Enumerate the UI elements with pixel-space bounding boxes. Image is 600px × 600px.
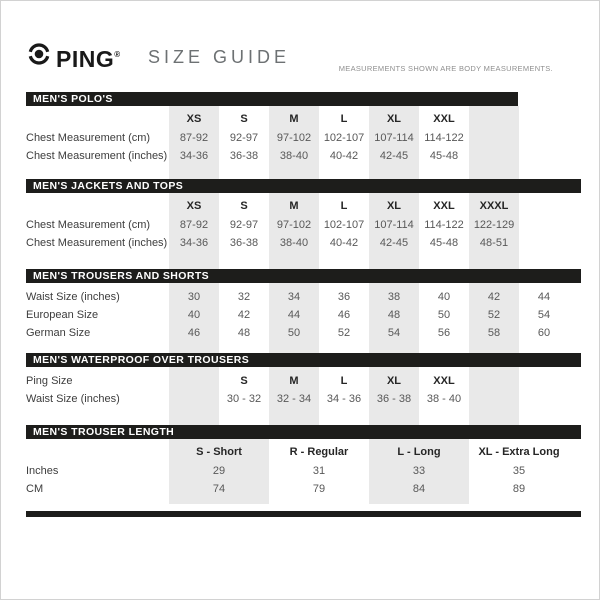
size-cell: XS: [186, 200, 202, 212]
size-cell: XL: [386, 113, 402, 125]
size-cell: M: [289, 200, 299, 212]
row-label: German Size: [26, 327, 91, 339]
table-row: [26, 462, 569, 480]
row-cells: [169, 132, 469, 144]
size-header-row: [26, 109, 469, 129]
size-cell: 107-114: [374, 132, 414, 144]
size-cell: 46: [187, 327, 201, 339]
row-label: European Size: [26, 309, 99, 321]
size-cell: L - Long: [397, 446, 441, 458]
size-table-jackets: [26, 196, 519, 252]
size-cell: 36 - 38: [376, 393, 412, 405]
row-label: CM: [26, 483, 44, 495]
row-label: Inches: [26, 465, 59, 477]
table-row: [26, 288, 569, 306]
table-row: [26, 324, 569, 342]
size-cell: XXXL: [479, 200, 509, 212]
size-cell: 114-122: [424, 132, 464, 144]
size-cell: 44: [287, 309, 301, 321]
size-table-polos: [26, 109, 469, 165]
size-cell: 31: [312, 465, 326, 477]
table-row: [26, 216, 519, 234]
size-cell: 32 - 34: [276, 393, 312, 405]
row-label: Waist Size (inches): [26, 393, 120, 405]
size-cell: 87-92: [179, 132, 209, 144]
size-cell: 58: [487, 327, 501, 339]
size-cell: [169, 393, 219, 405]
row-cells: [169, 291, 569, 303]
size-cell: 107-114: [374, 219, 414, 231]
size-cell: 48-51: [479, 237, 509, 249]
size-cell: R - Regular: [289, 446, 349, 458]
table-row: [26, 372, 469, 390]
size-cell: L: [340, 375, 348, 387]
size-header-row: [26, 442, 569, 462]
size-cell: 52: [337, 327, 351, 339]
size-cell: S: [240, 200, 248, 212]
size-cell: 45-48: [429, 150, 459, 162]
footer-rule: [26, 511, 581, 517]
section-header-polos: MEN'S POLO'S: [26, 92, 518, 106]
size-cell: 89: [512, 483, 526, 495]
size-cell: S: [240, 375, 248, 387]
size-cell: M: [289, 113, 299, 125]
size-cell: 35: [512, 465, 526, 477]
size-cell: 50: [287, 327, 301, 339]
size-cell: 84: [412, 483, 426, 495]
size-cell: 60: [537, 327, 551, 339]
size-cell: 32: [237, 291, 251, 303]
size-cell: 40: [187, 309, 201, 321]
row-label: Chest Measurement (cm): [26, 132, 151, 144]
size-cell: L: [340, 200, 348, 212]
size-cell: 42-45: [379, 237, 409, 249]
column-stripe: [469, 367, 519, 425]
size-cell: 122-129: [473, 219, 515, 231]
size-cell: 42: [237, 309, 251, 321]
size-cell: XXL: [433, 200, 455, 212]
table-row: [26, 390, 469, 408]
size-cell: M: [289, 375, 299, 387]
size-cell: 52: [487, 309, 501, 321]
section-header-jackets: MEN'S JACKETS AND TOPS: [26, 179, 581, 193]
size-cell: 79: [312, 483, 326, 495]
ping-target-icon: [27, 42, 51, 66]
size-cell: 29: [212, 465, 226, 477]
size-cell: 56: [437, 327, 451, 339]
row-label: Ping Size: [26, 375, 73, 387]
brand-name: [56, 43, 120, 71]
size-cell: 30: [187, 291, 201, 303]
size-cell: 38 - 40: [426, 393, 462, 405]
size-cell: L: [340, 113, 348, 125]
row-label: Waist Size (inches): [26, 291, 120, 303]
row-cells: [169, 327, 569, 339]
size-header-row: [26, 196, 519, 216]
row-cells: [169, 150, 469, 162]
page-title: SIZE GUIDE: [148, 47, 291, 67]
size-table-trouser-length: [26, 442, 569, 498]
size-cell: XL: [386, 200, 402, 212]
row-cells: [169, 465, 569, 477]
size-cell: 40-42: [329, 237, 359, 249]
row-label: Chest Measurement (cm): [26, 219, 151, 231]
size-cell: XS: [186, 113, 202, 125]
size-cell: 48: [387, 309, 401, 321]
size-cell: 34: [287, 291, 301, 303]
table-row: [26, 147, 469, 165]
table-row: [26, 129, 469, 147]
size-cell: 48: [237, 327, 251, 339]
row-cells: [169, 219, 519, 231]
size-cell: 36-38: [229, 237, 259, 249]
section-header-trouser-length: MEN'S TROUSER LENGTH: [26, 425, 581, 439]
size-cell: 40-42: [329, 150, 359, 162]
row-cells: [169, 309, 569, 321]
size-cell: XXL: [433, 375, 455, 387]
size-header-cells: [169, 446, 569, 458]
size-cell: 92-97: [229, 219, 259, 231]
size-cell: [169, 375, 219, 387]
measurements-note: MEASUREMENTS SHOWN ARE BODY MEASUREMENTS.: [338, 64, 553, 73]
size-table-trousers: [26, 288, 569, 342]
size-table-waterproof: [26, 372, 469, 408]
size-cell: 42: [487, 291, 501, 303]
size-cell: 40: [437, 291, 451, 303]
size-cell: 50: [437, 309, 451, 321]
size-cell: 102-107: [323, 219, 365, 231]
row-cells: [169, 375, 469, 387]
size-cell: 74: [212, 483, 226, 495]
row-cells: [169, 237, 519, 249]
size-cell: 97-102: [276, 219, 312, 231]
section-header-trousers: MEN'S TROUSERS AND SHORTS: [26, 269, 581, 283]
size-cell: 33: [412, 465, 426, 477]
size-cell: S: [240, 113, 248, 125]
size-cell: 92-97: [229, 132, 259, 144]
size-cell: 54: [387, 327, 401, 339]
size-cell: 44: [537, 291, 551, 303]
size-cell: 34-36: [179, 150, 209, 162]
table-row: [26, 234, 519, 252]
size-cell: 34-36: [179, 237, 209, 249]
size-cell: 38-40: [279, 150, 309, 162]
size-cell: 34 - 36: [326, 393, 362, 405]
size-cell: S - Short: [196, 446, 242, 458]
registered-mark: ®: [114, 50, 121, 59]
size-cell: 38: [387, 291, 401, 303]
size-header-cells: [169, 200, 519, 212]
size-cell: 36-38: [229, 150, 259, 162]
brand-wordmark: PING: [56, 46, 115, 72]
row-cells: [169, 483, 569, 495]
row-label: Chest Measurement (inches): [26, 237, 168, 249]
size-cell: 46: [337, 309, 351, 321]
size-cell: 102-107: [323, 132, 365, 144]
section-header-waterproof: MEN'S WATERPROOF OVER TROUSERS: [26, 353, 581, 367]
size-cell: 36: [337, 291, 351, 303]
row-label: Chest Measurement (inches): [26, 150, 168, 162]
size-cell: 42-45: [379, 150, 409, 162]
table-row: [26, 480, 569, 498]
size-cell: XL: [386, 375, 402, 387]
size-cell: 38-40: [279, 237, 309, 249]
size-cell: 87-92: [179, 219, 209, 231]
size-cell: XL - Extra Long: [478, 446, 560, 458]
size-cell: 45-48: [429, 237, 459, 249]
size-cell: 97-102: [276, 132, 312, 144]
size-cell: 114-122: [424, 219, 464, 231]
column-stripe: [469, 106, 519, 179]
size-cell: 30 - 32: [226, 393, 262, 405]
row-cells: [169, 393, 469, 405]
size-cell: 54: [537, 309, 551, 321]
size-cell: XXL: [433, 113, 455, 125]
size-header-cells: [169, 113, 469, 125]
table-row: [26, 306, 569, 324]
